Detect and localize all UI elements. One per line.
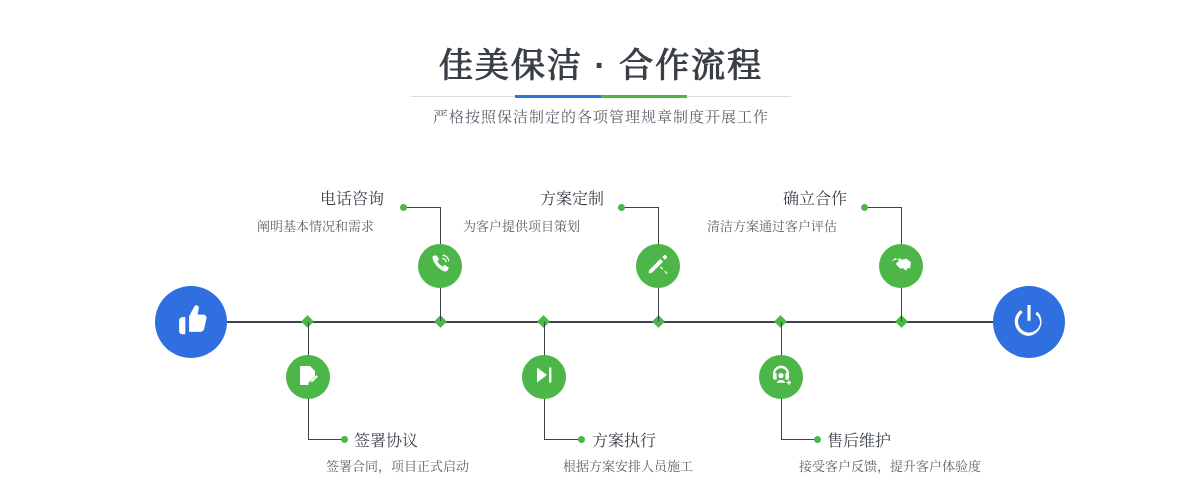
step-1-node[interactable] [418,244,462,288]
page-title: 佳美保洁 · 合作流程 [438,47,764,85]
step-5-connector-horizontal [865,207,901,208]
step-4-connector-horizontal [544,439,580,440]
step-1-connector-horizontal [404,207,440,208]
step-6-connector-dot [814,436,821,443]
step-6-node[interactable] [759,355,803,399]
timeline-end-badge [993,286,1065,358]
step-3-connector-dot [618,204,625,211]
title-divider [411,95,791,98]
step-4-desc: 根据方案安排人员施工 [563,459,694,474]
step-6-connector-horizontal [781,439,817,440]
step-6-title: 售后维护 [827,433,892,450]
step-2-title: 签署协议 [354,433,419,450]
headset-support-icon [769,363,793,392]
step-3-desc: 为客户提供项目策划 [463,219,581,234]
step-1-connector-dot [400,204,407,211]
page-subtitle: 严格按照保洁制定的各项管理规章制度开展工作 [432,109,769,126]
step-3-title: 方案定制 [540,191,605,208]
document-edit-icon [296,363,320,392]
step-1-title: 电话咨询 [320,191,385,208]
step-3-node[interactable] [636,244,680,288]
step-4-connector-dot [578,436,585,443]
play-forward-icon [532,363,556,392]
step-3-connector-horizontal [622,207,658,208]
step-1-desc: 阐明基本情况和需求 [257,219,375,234]
divider-green-segment [601,95,687,98]
step-5-connector-dot [861,204,868,211]
step-2-desc: 签署合同，项目正式启动 [326,459,470,474]
step-5-desc: 清洁方案通过客户评估 [707,219,838,234]
step-4-title: 方案执行 [592,433,657,450]
step-6-desc: 接受客户反馈，提升客户体验度 [799,459,982,474]
step-2-node[interactable] [286,355,330,399]
phone-icon [428,252,452,281]
timeline-start-badge [155,286,227,358]
divider-blue-segment [515,95,601,98]
handshake-icon [889,252,913,281]
pen-ruler-icon [646,252,670,281]
power-icon [1010,301,1048,344]
step-2-connector-dot [341,436,348,443]
thumbs-up-icon [172,301,210,344]
step-5-title: 确立合作 [783,191,848,208]
step-5-node[interactable] [879,244,923,288]
step-4-node[interactable] [522,355,566,399]
step-2-connector-horizontal [308,439,344,440]
